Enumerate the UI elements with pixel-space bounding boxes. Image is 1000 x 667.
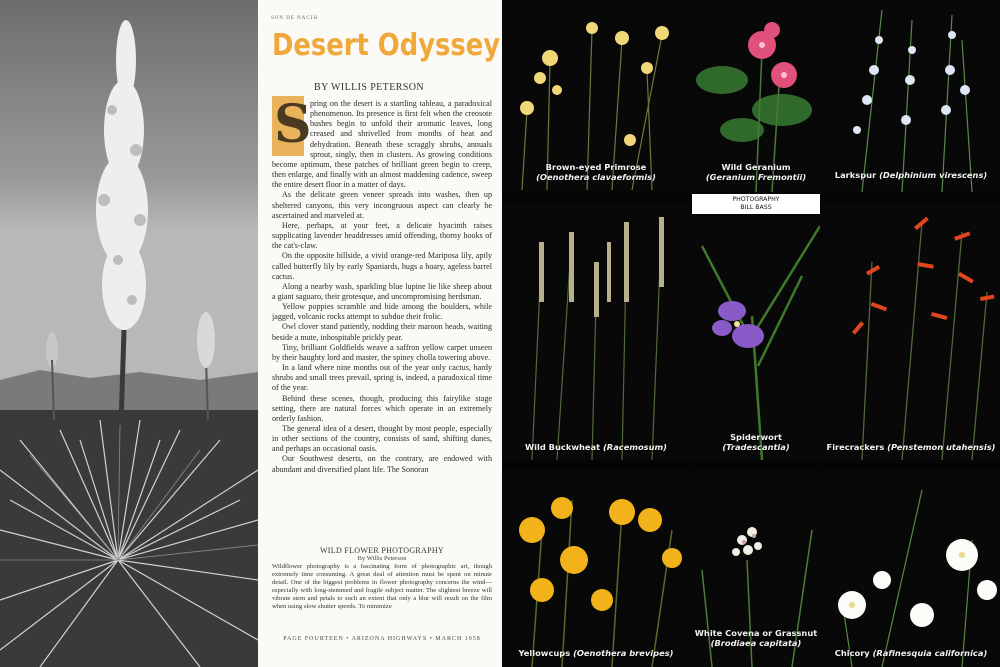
flower-caption	[692, 432, 820, 452]
paragraph: In a land where nine months out of the year only cactus, hardy shrubs and small trees prevail, spring is, indeed, a paradoxical time of the year.	[272, 363, 492, 393]
flower-latin: (Oenothera clavaeformis)	[536, 172, 656, 182]
credit-line-2: BILL BASS	[740, 204, 772, 211]
flower-latin: (Tradescantia)	[722, 442, 790, 452]
flower-caption	[502, 648, 690, 658]
flower-latin: (Racemosum)	[603, 442, 667, 452]
paragraph: Yellow poppies scramble and hide among the boulders, while jagged, volcanic rocks attempt to subdue their frolic.	[272, 302, 492, 322]
photo-credit	[692, 194, 820, 214]
flower-name: Larkspur	[834, 170, 877, 180]
flower-name: Wild Geranium	[721, 162, 791, 172]
flower-panel	[822, 470, 1000, 667]
drop-cap-letter: S	[274, 94, 312, 155]
flower-caption	[692, 162, 820, 182]
flower-panel	[502, 0, 690, 192]
flower-name: Spiderwort	[730, 432, 782, 442]
paragraph: Our Southwest deserts, on the contrary, are endowed with abundant and diversified plant life. The Sonoran	[272, 454, 492, 474]
flower-name: White Covena or Grassnut	[694, 628, 818, 638]
paragraph: Tiny, brilliant Goldfields weave a saffron yellow carpet unseen by their haughty lord and master, the spiney cholla towering above.	[272, 342, 492, 362]
flower-plates	[502, 0, 1000, 667]
paragraph: Here, perhaps, at your feet, a delicate hyacinth raises supplicating lavender headdresses amid offending, thorny hooks of the cat's-claw.	[272, 220, 492, 251]
flower-latin: (Delphinium virescens)	[879, 170, 988, 180]
paragraph: Owl clover stand patiently, nodding their maroon heads, waiting beside a mute, inhospitable prickly pear.	[272, 322, 492, 342]
byline: BY WILLIS PETERSON	[314, 82, 424, 93]
flower-panel	[822, 0, 1000, 192]
flower-caption	[822, 442, 1000, 452]
flower-panel	[692, 470, 820, 667]
flower-caption	[822, 648, 1000, 658]
flower-name: Brown-eyed Primrose	[545, 162, 647, 172]
flower-name: Chicory	[834, 648, 870, 658]
paragraph: As the delicate green veneer spreads into washes, then up sheltered canyons, this very incongruous aspect can clearly be ascertained and marveled at.	[272, 190, 492, 220]
flower-latin: (Oenothera brevipes)	[573, 648, 674, 658]
flower-caption	[502, 442, 690, 452]
paragraph: On the opposite hillside, a vivid orange-red Mariposa lily, aptly called butterfly lily by early Spaniards, hugs a hoary, ageless barrel cactus.	[272, 251, 492, 281]
flower-caption	[692, 628, 820, 648]
yucca-illustration	[0, 0, 258, 667]
flower-name: Firecrackers	[826, 442, 885, 452]
flower-caption	[822, 170, 1000, 180]
flower-latin: (Geranium Fremontii)	[705, 172, 807, 182]
flower-panel	[692, 216, 820, 460]
paragraph: Behind these scenes, though, producing this fairylike stage setting, there are natural forces which operate in an extremely orderly fashion.	[272, 393, 492, 423]
flower-latin: (Rafinesquia californica)	[872, 648, 988, 658]
drop-cap-spacer	[272, 99, 310, 153]
flower-name: Wild Buckwheat	[525, 442, 601, 452]
flower-panel	[502, 470, 690, 667]
yellowcups-illustration	[502, 470, 690, 667]
article-title: Desert Odyssey	[272, 28, 501, 63]
sidebar-byline: By Willis Peterson	[357, 555, 407, 562]
paragraph: pring on the desert is a startling tableau, a paradoxical phenomenon. Its presence is first felt when the creosote bushes begin to unfold their aromatic leaves, long creased and shrivelled from months of heat and dehydration. Beneath these scraggly shrubs, annuals sprout, singly, then in clusters. As growing conditions become optimum, these patches of brilliant green begin to creep, then enlarge, and finally with an almost maddening cadence, sweep the entire desert floor in a matter of days.	[272, 99, 492, 190]
spiderwort-illustration	[692, 216, 820, 460]
firecracker-illustration	[822, 202, 1000, 460]
flower-name: Yellowcups	[518, 648, 571, 658]
paragraph: The general idea of a desert, thought by most people, especially in other sections of the country, consists of sand, shifting dunes, and perhaps an occasional oasis.	[272, 424, 492, 454]
article-body	[272, 99, 492, 489]
article-column	[258, 0, 502, 667]
running-head: SON DE NACIH	[271, 16, 318, 21]
paragraph: Along a nearby wash, sparkling blue lupine lie like sheep about a giant saguaro, their grotesque, and uncompromising herdsman.	[272, 281, 492, 301]
flower-panel	[692, 0, 820, 192]
page-footer: PAGE FOURTEEN • ARIZONA HIGHWAYS • MARCH 1958	[283, 636, 481, 642]
chicory-illustration	[822, 470, 1000, 667]
buckwheat-illustration	[502, 202, 690, 460]
yucca-photo	[0, 0, 258, 667]
sidebar-text: Wildflower photography is a fascinating form of photographic art, though extremely time consuming. A great deal of attention must be spent on minute detail. One of the biggest problems in flower photography concerns the wind—especially with long-stemmed and fragile subject matter. The slightest breeze will vibrate stem and petals to such an extent that only a blur will result on the film when using slow shutter speeds. To minimize	[272, 563, 492, 611]
flower-latin: (Penstemon utahensis)	[887, 442, 996, 452]
credit-line-1: PHOTOGRAPHY	[732, 196, 780, 203]
flower-caption	[502, 162, 690, 182]
sidebar-title: WILD FLOWER PHOTOGRAPHY	[319, 546, 445, 555]
larkspur-illustration	[822, 0, 1000, 192]
flower-panel	[822, 202, 1000, 460]
flower-panel	[502, 202, 690, 460]
flower-latin: (Brodiaea capitata)	[710, 638, 802, 648]
